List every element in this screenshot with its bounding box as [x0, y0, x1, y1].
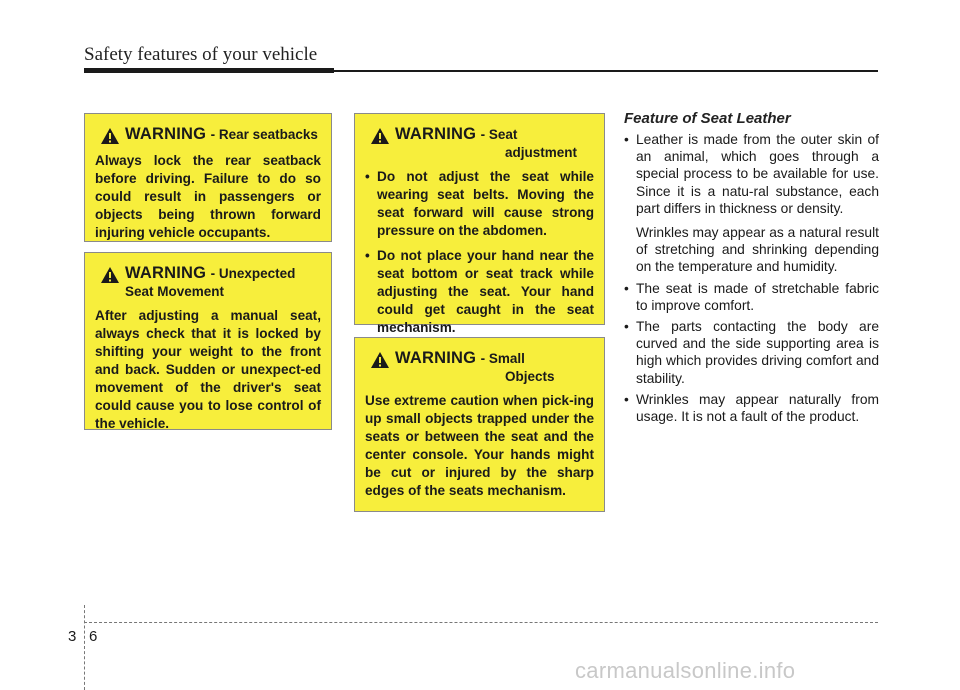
warning-triangle-icon [370, 127, 390, 145]
warning-body: After adjusting a manual seat, always check that it is locked by shifting your weight to the front and back. Sudden or unexpect-ed movement of the driver's seat could cause you to lose control of the vehicle. [95, 307, 321, 431]
warning-body: Use extreme caution when pick-ing up small objects trapped under the seats or between the seat and the center console. Your hands might be cut or injured by the sharp edges of the seats mechanism. [365, 392, 594, 498]
warning-list-item: • Do not adjust the seat while wearing seat belts. Moving the seat forward will cause strong pressure on the abdomen. [365, 168, 594, 240]
list-item-extra: Wrinkles may appear as a natural result of stretching and shrinking depending on the temperature and humidity. [636, 225, 879, 275]
page-number: 6 [89, 628, 98, 645]
chapter-number: 3 [68, 628, 77, 645]
page-header-title: Safety features of your vehicle [84, 44, 318, 65]
warning-header [365, 126, 594, 160]
list-item-text: The parts contacting the body are curved and the side supporting area is high which provides driving comfort and stability. [636, 319, 879, 386]
warning-header [95, 126, 321, 144]
list-item [624, 131, 879, 276]
warning-small-objects [354, 337, 605, 512]
warning-subtitle: - Rear seatbacks [210, 127, 318, 142]
warning-subtitle: - Seat [480, 127, 518, 142]
warning-subtitle: - Small [480, 351, 525, 366]
warning-subtitle-line2: adjustment [505, 144, 578, 160]
warning-seat-adjustment [354, 113, 605, 335]
footer-divider [84, 605, 85, 690]
warning-body: Always lock the rear seatback before driving. Failure to do so could result in passengers or objects being thrown forward injuring vehicle occupants. [95, 152, 321, 240]
warning-header [365, 350, 594, 384]
watermark: carmanualsonline.info [575, 658, 796, 683]
list-item-text: Leather is made from the outer skin of an animal, which goes through a special process to be available for use. Since it is a natu-ral substance, each part differs in thickness or density. [636, 132, 879, 216]
warning-triangle-icon [370, 351, 390, 369]
warning-unexpected-seat-movement [84, 252, 332, 430]
seat-leather-section [624, 110, 879, 429]
warning-label: WARNING [125, 264, 207, 282]
warning-header [95, 265, 321, 299]
list-item [624, 280, 879, 314]
warning-label: WARNING [125, 125, 207, 143]
warning-rear-seatbacks [84, 113, 332, 242]
list-item-text: The seat is made of stretchable fabric to improve comfort. [636, 280, 879, 313]
leather-bullet-list [624, 131, 879, 425]
list-item-text: Wrinkles may appear naturally from usage. It is not a fault of the product. [636, 391, 879, 425]
warning-label: WARNING [395, 349, 477, 367]
warning-subtitle-line2: Objects [505, 368, 555, 384]
list-item [624, 318, 879, 387]
warning-subtitle: - Unexpected [210, 266, 296, 281]
warning-list-item: • Do not place your hand near the seat bottom or seat track while adjusting the seat. Your hand could get caught in the seat mechanism. [365, 247, 594, 337]
section-title: Feature of Seat Leather [624, 110, 791, 127]
warning-triangle-icon [100, 127, 120, 145]
warning-label: WARNING [395, 125, 477, 143]
warning-subtitle-line2: Seat Movement [125, 283, 225, 299]
list-item [624, 391, 879, 425]
footer-rule [84, 622, 878, 623]
warning-list [365, 168, 594, 337]
header-rule-thin [334, 70, 878, 72]
header-rule-thick [84, 68, 334, 73]
warning-triangle-icon [100, 266, 120, 284]
